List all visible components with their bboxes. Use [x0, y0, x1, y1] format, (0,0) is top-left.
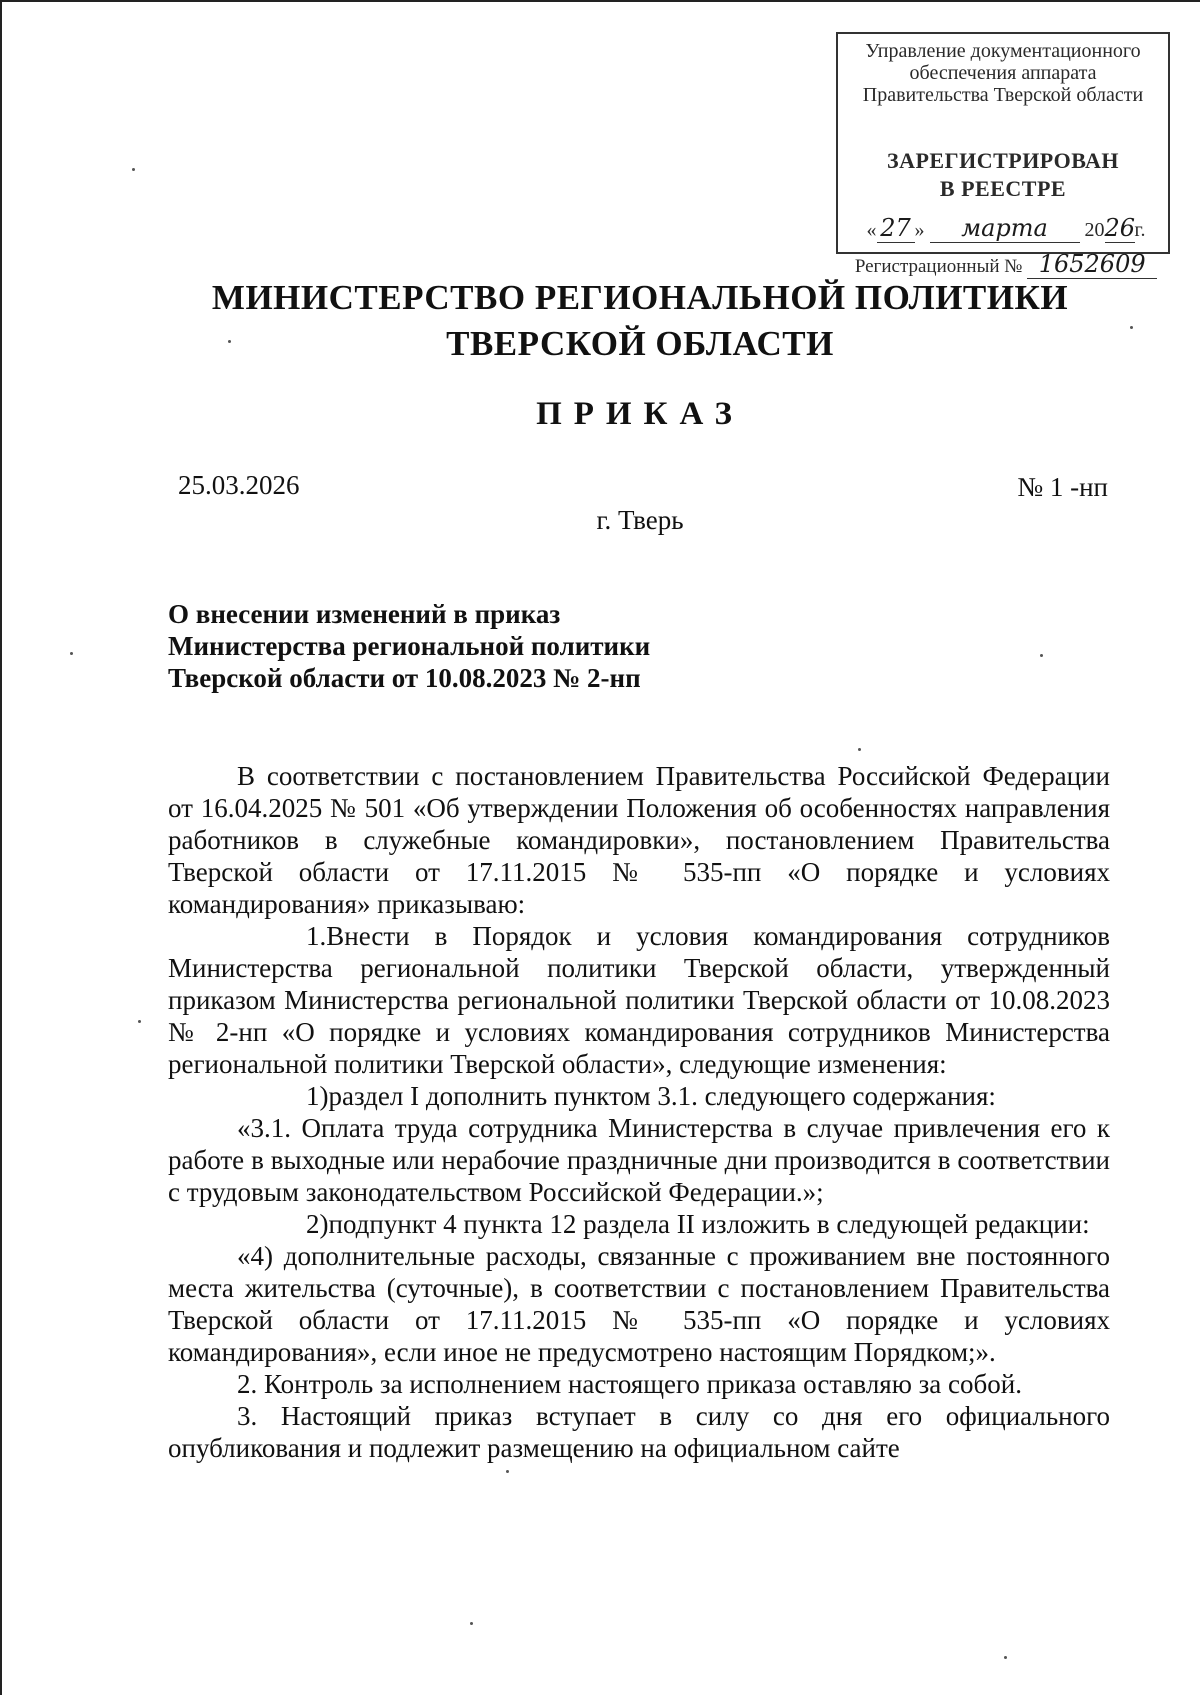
body-subitem-1 — [168, 1080, 1110, 1112]
stamp-reg-number: 1652609 — [1027, 250, 1157, 279]
stamp-organization — [838, 40, 1168, 106]
ministry-title — [0, 275, 1200, 367]
body-quote-2: «4) дополнительные расходы, связанные с проживанием вне постоянного места жительства (суточные), в соответствии с постановлением Правительства Тверской области от 17.11.2015 № 535-пп «О порядке и условиях командирования», если иное не предусмотрено настоящим Порядком;». — [168, 1241, 1110, 1367]
order-title: ПРИКАЗ — [536, 396, 744, 432]
subject-line: Министерства региональной политики — [168, 631, 651, 661]
body-intro-paragraph: В соответствии с постановлением Правительства Российской Федерации от 16.04.2025 № 501 «Об утверждении Положения об особенностях направления работников в служебные командировки», постановлением Правительства Тверской области от 17.11.2015 № 535-пп «О порядке и условиях командирования» приказываю: — [168, 761, 1110, 919]
subject-line: Тверской области от 10.08.2023 № 2-нп — [168, 663, 641, 693]
stamp-registered — [838, 147, 1168, 203]
scan-speck — [132, 168, 135, 171]
scan-speck — [228, 340, 231, 343]
scan-speck — [470, 1622, 473, 1625]
stamp-registration-line — [850, 250, 1162, 276]
scan-edge-top — [0, 0, 1200, 2]
scan-speck — [858, 748, 861, 751]
scan-speck — [138, 1020, 141, 1023]
scan-speck — [70, 652, 73, 655]
stamp-year-prefix: 20 — [1084, 219, 1105, 241]
subject-line: О внесении изменений в приказ — [168, 599, 561, 629]
stamp-registered-line: ЗАРЕГИСТРИРОВАН — [886, 148, 1120, 173]
scan-edge-left — [0, 0, 2, 1695]
subitem-number: 2) — [306, 1209, 329, 1239]
item-number: 1. — [306, 921, 327, 951]
scan-speck — [1040, 654, 1043, 657]
document-subject — [168, 598, 868, 694]
stamp-date-line: « 27 » марта 2026г. — [866, 214, 1146, 242]
body-item-1 — [168, 920, 1110, 1080]
document-body — [168, 760, 1110, 1464]
body-quote-1: «3.1. Оплата труда сотрудника Министерства в случае привлечения его к работе в выходные или нерабочие праздничные дни производится в соответствии с трудовым законодательством Российской Федерации.»; — [168, 1113, 1110, 1207]
scan-speck — [506, 1470, 509, 1473]
subitem-text: раздел I дополнить пунктом 3.1. следующего содержания: — [328, 1081, 996, 1111]
stamp-reg-label: Регистрационный № — [854, 256, 1023, 277]
subitem-text: подпункт 4 пункта 12 раздела II изложить в следующей редакции: — [328, 1209, 1090, 1239]
ministry-title-line: МИНИСТЕРСТВО РЕГИОНАЛЬНОЙ ПОЛИТИКИ — [211, 278, 1069, 317]
subitem-number: 1) — [306, 1081, 329, 1111]
ministry-title-line: ТВЕРСКОЙ ОБЛАСТИ — [446, 324, 834, 363]
item-text: Внести в Порядок и условия командирования сотрудников Министерства региональной политики Тверской области, утвержденный приказом Министерства региональной политики Тверской области от 10.08.2023 № 2-нп «О порядке и условиях командирования сотрудников Министерства региональной политики Тверской области», следующие изменения: — [168, 921, 1110, 1079]
stamp-org-line: Правительства Тверской области — [862, 84, 1144, 106]
scan-speck — [1130, 326, 1133, 329]
stamp-registered-line: В РЕЕСТРЕ — [939, 176, 1067, 201]
stamp-year-suffix: 26 — [1104, 214, 1136, 242]
stamp-org-line: Управление документационного — [865, 40, 1141, 62]
body-item-2: 2. Контроль за исполнением настоящего приказа оставляю за собой. — [237, 1369, 1022, 1399]
stamp-day: 27 — [877, 214, 915, 243]
document-date: 25.03.2026 — [178, 470, 300, 500]
body-item-3: 3. Настоящий приказ вступает в силу со дня его официального опубликования и подлежит размещению на официальном сайте — [168, 1401, 1110, 1463]
body-subitem-2 — [168, 1208, 1110, 1240]
stamp-month: марта — [930, 214, 1080, 243]
registration-stamp — [836, 32, 1170, 278]
scan-speck — [1004, 1656, 1007, 1659]
document-number: № 1 -нп — [1017, 472, 1108, 502]
stamp-year-mark: г. — [1134, 219, 1146, 241]
stamp-org-line: обеспечения аппарата — [909, 62, 1097, 84]
document-city: г. Тверь — [596, 505, 684, 535]
